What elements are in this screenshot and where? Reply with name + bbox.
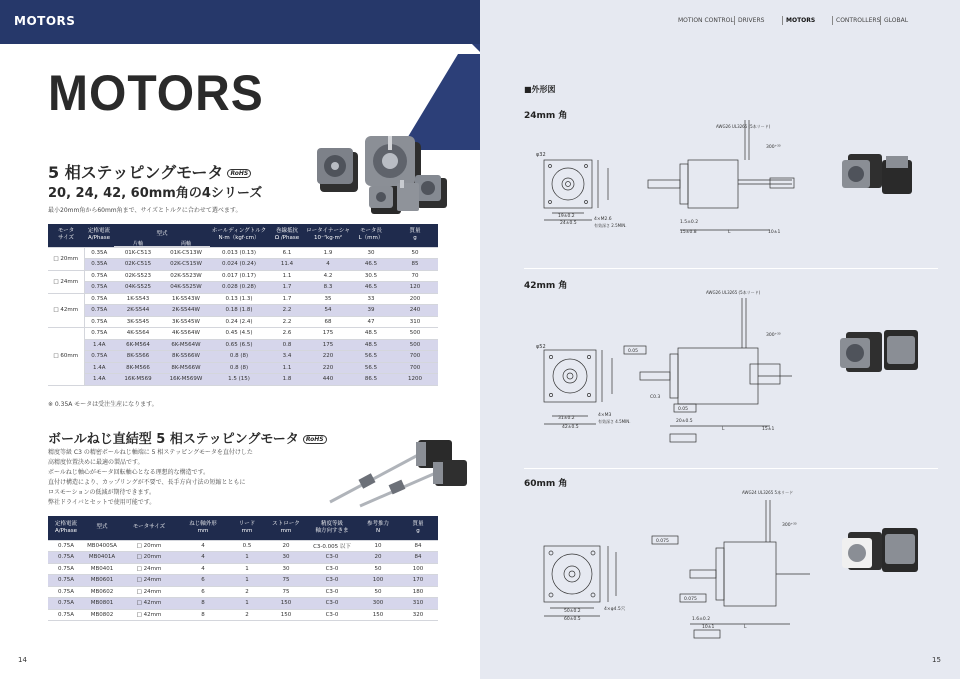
section-header <box>0 0 480 44</box>
dim-15-42: 15±1 <box>762 427 775 432</box>
dim-tol60b: 0.075 <box>684 597 697 602</box>
rohs-badge: RoHS <box>227 169 251 178</box>
table-cell: 1.1 <box>268 270 306 282</box>
col-resistance: 巻線抵抗 Ω /Phase <box>268 224 306 247</box>
table-cell: 440 <box>306 374 350 386</box>
table-cell: C3-0 <box>306 563 358 575</box>
cell-size: □ 42mm <box>48 293 84 328</box>
table-cell: 30 <box>266 552 306 564</box>
table-cell: 2 <box>228 586 266 598</box>
ball-screw-col-header: 質量 g <box>398 516 438 540</box>
description-line: ロスモーションの低減が期待できます。 <box>48 489 156 496</box>
table-cell: 10 <box>358 540 398 552</box>
nav-separator <box>782 16 783 25</box>
description-line: 弊社ドライバとセットで使用可能です。 <box>48 499 156 506</box>
nav-separator <box>734 16 735 25</box>
table-cell: MB0802 <box>84 609 120 621</box>
table-cell: 35 <box>306 293 350 305</box>
table-cell: C3-0 <box>306 598 358 610</box>
divider <box>524 468 938 469</box>
table-cell: □ 24mm <box>120 575 178 587</box>
dim-20-42: 20±0.5 <box>676 419 693 424</box>
table-cell: 310 <box>398 598 438 610</box>
table-cell: 1.4A <box>84 339 114 351</box>
table-row <box>48 270 438 282</box>
table-cell: 100 <box>398 563 438 575</box>
table-cell: 1.9 <box>306 247 350 259</box>
table-cell: 3K-S545 <box>114 316 162 328</box>
section-header-title: MOTORS <box>14 14 76 28</box>
table-cell: MB0602 <box>84 586 120 598</box>
table-cell: 6.1 <box>268 247 306 259</box>
table-cell: 04K-S525 <box>114 282 162 294</box>
wire-spec-60: AWG24 UL3265 5本リード <box>742 490 794 495</box>
drawing-42mm <box>530 288 950 448</box>
table-cell: 84 <box>398 540 438 552</box>
table-cell: 0.75A <box>84 270 114 282</box>
dim-dia24: φ32 <box>536 152 546 158</box>
table-cell: 84 <box>398 552 438 564</box>
table-cell: 0.13 (1.3) <box>210 293 268 305</box>
table-cell: 1.4A <box>84 362 114 374</box>
table-cell: MB0601 <box>84 575 120 587</box>
table-cell: 1.7 <box>268 282 306 294</box>
page-title: MOTORS <box>48 65 264 122</box>
table-cell: C3-0 <box>306 586 358 598</box>
table-cell: 56.5 <box>350 362 392 374</box>
section2-title-text: ボールねじ直結型 5 相ステッピングモータ <box>48 432 299 447</box>
dim-w31: 31±0.2 <box>558 416 575 421</box>
table-cell: 50 <box>358 563 398 575</box>
table-cell: 1.1 <box>268 362 306 374</box>
dim-depth42: 有効深さ 4.5MIN. <box>598 419 631 424</box>
table-cell: 0.75A <box>84 293 114 305</box>
dim-L-60: L <box>744 625 747 630</box>
table-cell: 0.8 (8) <box>210 362 268 374</box>
table-row <box>48 598 438 610</box>
ball-screw-col-header: ストローク mm <box>266 516 306 540</box>
table-cell: 46.5 <box>350 282 392 294</box>
table-cell: 0.75A <box>48 540 84 552</box>
table-row <box>48 586 438 598</box>
table-cell: 0.75A <box>48 552 84 564</box>
table-cell: 500 <box>392 328 438 340</box>
table-row <box>48 305 438 317</box>
table-cell: 700 <box>392 351 438 363</box>
table-cell: 0.5 <box>228 540 266 552</box>
table-cell: 48.5 <box>350 328 392 340</box>
table-cell: 0.35A <box>84 259 114 271</box>
wire-spec-24: AWG26 UL3265 (5本リード) <box>716 124 771 129</box>
description-line: 高精度位置決めに最適の製品です。 <box>48 459 144 466</box>
col-torque: ホールディングトルク N·m（kgf·cm） <box>210 224 268 247</box>
col-mass: 質量 g <box>392 224 438 247</box>
table-cell: 20 <box>358 552 398 564</box>
dim-flat42: 0.05 <box>628 349 639 354</box>
dim-l15b-24: 15±0.8 <box>680 230 697 235</box>
dim-w42: 42±0.5 <box>562 425 579 430</box>
ball-screw-spec-table <box>48 516 438 621</box>
dim-l16-60: 1.6±0.2 <box>692 617 711 622</box>
ball-screw-col-header: モータサイズ <box>120 516 178 540</box>
table-row <box>48 609 438 621</box>
table-cell: 1.5 (15) <box>210 374 268 386</box>
table-cell: 39 <box>350 305 392 317</box>
table-cell: 56.5 <box>350 351 392 363</box>
table-cell: 86.5 <box>350 374 392 386</box>
ball-screw-col-header: 定格電流 A/Phase <box>48 516 84 540</box>
table-cell: 46.5 <box>350 259 392 271</box>
table-row <box>48 563 438 575</box>
table-cell: □ 42mm <box>120 598 178 610</box>
table-row <box>48 282 438 294</box>
table-cell: 0.75A <box>84 328 114 340</box>
table-cell: 8.3 <box>306 282 350 294</box>
table-cell: 2.2 <box>268 316 306 328</box>
table-cell: 02K-C515W <box>162 259 210 271</box>
table-cell: 6K-M564 <box>114 339 162 351</box>
dim-holes42: 4×M3 <box>598 413 612 418</box>
table-cell: 8K-S566 <box>114 351 162 363</box>
table-cell: 68 <box>306 316 350 328</box>
table-cell: 01K-C513W <box>162 247 210 259</box>
table-cell: □ 24mm <box>120 563 178 575</box>
table-cell: MB0401 <box>84 563 120 575</box>
table-cell: 50 <box>392 247 438 259</box>
table-cell: 30 <box>350 247 392 259</box>
table-cell: C3-0.005 以下 <box>306 540 358 552</box>
table-cell: 4 <box>306 259 350 271</box>
table-cell: 3K-S545W <box>162 316 210 328</box>
table-cell: MB0401A <box>84 552 120 564</box>
table-cell: 1K-S543 <box>114 293 162 305</box>
table-cell: 4 <box>178 540 228 552</box>
table-cell: 48.5 <box>350 339 392 351</box>
table-cell: 0.75A <box>84 351 114 363</box>
ball-screw-col-header: ねじ軸外形 mm <box>178 516 228 540</box>
table-cell: 75 <box>266 586 306 598</box>
table-cell: 150 <box>266 609 306 621</box>
table-cell: 47 <box>350 316 392 328</box>
dim-w24: 24±0.5 <box>560 221 577 226</box>
table-cell: C3-0 <box>306 609 358 621</box>
table-cell: 100 <box>358 575 398 587</box>
spec-note: ※ 0.35A モータは受注生産になります。 <box>48 401 158 408</box>
section-24mm-label: 24mm 角 <box>524 111 568 121</box>
page-number-left: 14 <box>18 656 27 664</box>
dim-L-24: L <box>728 230 731 235</box>
table-cell: 4.2 <box>306 270 350 282</box>
table-cell: MB0400SA <box>84 540 120 552</box>
table-cell: 0.75A <box>84 305 114 317</box>
nav-controllers[interactable]: CONTROLLERS <box>836 17 881 24</box>
nav-global[interactable]: GLOBAL <box>884 17 909 24</box>
table-cell: 150 <box>266 598 306 610</box>
table-cell: 310 <box>392 316 438 328</box>
table-cell: 0.75A <box>48 575 84 587</box>
table-cell: 16K-M569W <box>162 374 210 386</box>
table-cell: 0.18 (1.8) <box>210 305 268 317</box>
table-cell: 4K-S564W <box>162 328 210 340</box>
table-cell: 8K-M566 <box>114 362 162 374</box>
table-cell: C3-0 <box>306 575 358 587</box>
table-row <box>48 552 438 564</box>
table-cell: 70 <box>392 270 438 282</box>
table-cell: 1K-S543W <box>162 293 210 305</box>
table-row <box>48 575 438 587</box>
table-cell: 02K-S523 <box>114 270 162 282</box>
table-cell: 300 <box>358 598 398 610</box>
table-cell: 175 <box>306 328 350 340</box>
table-cell: 0.017 (0.17) <box>210 270 268 282</box>
table-cell: 20 <box>266 540 306 552</box>
dim-tol60: 0.075 <box>656 539 669 544</box>
nav-motion-control[interactable]: MOTION CONTROL <box>678 17 734 24</box>
table-cell: 0.8 <box>268 339 306 351</box>
table-row <box>48 316 438 328</box>
table-cell: 30.5 <box>350 270 392 282</box>
dim-dia42: φ52 <box>536 344 546 350</box>
table-cell: 1.4A <box>84 374 114 386</box>
table-cell: 1200 <box>392 374 438 386</box>
dim-tol42: 0.05 <box>678 407 689 412</box>
table-cell: 200 <box>392 293 438 305</box>
dim-L-42: L <box>722 427 725 432</box>
ball-screw-col-header: 精度等級 軸方向すきま <box>306 516 358 540</box>
table-cell: □ 42mm <box>120 609 178 621</box>
ball-screw-col-header: 参考推力 N <box>358 516 398 540</box>
table-cell: 04K-S525W <box>162 282 210 294</box>
nav-drivers[interactable]: DRIVERS <box>738 17 765 24</box>
description-line: 直付け構造により、カップリングが不要で、長手方向寸法の短縮とともに <box>48 479 246 486</box>
table-row <box>48 339 438 351</box>
table-cell: 0.75A <box>84 282 114 294</box>
table-cell: 0.75A <box>48 598 84 610</box>
section1-subtitle: 20, 24, 42, 60mm角の4シリーズ <box>48 186 263 201</box>
dim-holes60: 4×φ4.5穴 <box>604 607 626 612</box>
table-cell: 0.75A <box>48 586 84 598</box>
table-cell: 4 <box>178 563 228 575</box>
table-cell: 2.2 <box>268 305 306 317</box>
table-cell: 0.8 (8) <box>210 351 268 363</box>
description-line: 精度等級 C3 の精密ボールねじ軸端に 5 相ステッピングモータを直付けした <box>48 449 253 456</box>
table-cell: 2K-S544 <box>114 305 162 317</box>
table-cell: 2 <box>228 609 266 621</box>
table-cell: 33 <box>350 293 392 305</box>
dim-w50: 50±0.2 <box>564 609 581 614</box>
table-cell: 3.4 <box>268 351 306 363</box>
table-row <box>48 293 438 305</box>
table-cell: 0.75A <box>84 316 114 328</box>
table-cell: 0.45 (4.5) <box>210 328 268 340</box>
section1-title <box>48 160 251 183</box>
col-length: モータ長 L（mm） <box>350 224 392 247</box>
dim-depth24: 有効深さ 2.5MIN. <box>594 223 627 228</box>
table-cell: 170 <box>398 575 438 587</box>
description-line: ボールねじ軸心がモータ回転軸心となる理想的な構造です。 <box>48 469 210 476</box>
table-cell: 220 <box>306 351 350 363</box>
drawing-24mm <box>530 120 950 240</box>
table-cell: 180 <box>398 586 438 598</box>
table-cell: 4 <box>178 552 228 564</box>
table-cell: 30 <box>266 563 306 575</box>
col-double-shaft: 両軸 <box>162 243 210 244</box>
table-cell: 75 <box>266 575 306 587</box>
motor-spec-table <box>48 224 438 386</box>
table-cell: MB0801 <box>84 598 120 610</box>
table-cell: 02K-C515 <box>114 259 162 271</box>
table-cell: 1 <box>228 598 266 610</box>
table-cell: 6 <box>178 575 228 587</box>
table-cell: 6K-M564W <box>162 339 210 351</box>
table-cell: □ 20mm <box>120 540 178 552</box>
cell-size: □ 60mm <box>48 328 84 386</box>
table-cell: 240 <box>392 305 438 317</box>
col-size: モータ サイズ <box>48 224 84 247</box>
dim-300-60: 300⁺³⁰ <box>782 523 797 528</box>
dim-holes24: 4×M2.6 <box>594 217 612 222</box>
table-cell: 700 <box>392 362 438 374</box>
table-cell: 8 <box>178 609 228 621</box>
section2-title <box>48 428 327 447</box>
table-cell: □ 24mm <box>120 586 178 598</box>
table-cell: 85 <box>392 259 438 271</box>
divider <box>524 268 938 269</box>
table-cell: 1.7 <box>268 293 306 305</box>
stepping-motor-photo <box>305 128 455 218</box>
section-42mm-label: 42mm 角 <box>524 281 568 291</box>
table-cell: 01K-C513 <box>114 247 162 259</box>
table-cell: 8 <box>178 598 228 610</box>
table-row <box>48 247 438 259</box>
table-cell: 0.75A <box>48 563 84 575</box>
section2-description <box>48 448 288 508</box>
drawing-60mm <box>530 486 950 656</box>
dim-w19: 19±0.2 <box>558 214 575 219</box>
table-cell: 8K-M566W <box>162 362 210 374</box>
table-cell: □ 20mm <box>120 552 178 564</box>
dim-ten-60: 10±1 <box>702 625 715 630</box>
section1-title-text: 5 相ステッピングモータ <box>48 163 224 182</box>
dim-300-42: 300⁺³⁰ <box>766 333 781 338</box>
table-cell: 0.024 (0.24) <box>210 259 268 271</box>
table-cell: 2.6 <box>268 328 306 340</box>
table-cell: 0.013 (0.13) <box>210 247 268 259</box>
col-single-shaft: 片軸 <box>114 243 162 244</box>
table-cell: 1 <box>228 575 266 587</box>
table-cell: 150 <box>358 609 398 621</box>
table-cell: 120 <box>392 282 438 294</box>
table-cell: 220 <box>306 362 350 374</box>
dim-l15-24: 1.5±0.2 <box>680 220 699 225</box>
table-cell: 2K-S544W <box>162 305 210 317</box>
cell-size: □ 20mm <box>48 247 84 270</box>
nav-motors[interactable]: MOTORS <box>786 17 816 24</box>
table-row <box>48 374 438 386</box>
dim-ten-24: 10±1 <box>768 230 781 235</box>
dim-w60: 60±0.5 <box>564 617 581 622</box>
table-cell: 50 <box>358 586 398 598</box>
table-row <box>48 259 438 271</box>
ball-screw-col-header: リード mm <box>228 516 266 540</box>
table-row <box>48 362 438 374</box>
table-cell: 1 <box>228 563 266 575</box>
dim-c03: C0.3 <box>650 395 661 400</box>
table-cell: 0.75A <box>48 609 84 621</box>
col-model: 型式 <box>114 224 210 246</box>
table-cell: 0.65 (6.5) <box>210 339 268 351</box>
table-row <box>48 351 438 363</box>
page-number-right: 15 <box>932 656 941 664</box>
ball-screw-col-header: 型式 <box>84 516 120 540</box>
nav-separator <box>880 16 881 25</box>
nav-separator <box>832 16 833 25</box>
table-cell: 6 <box>178 586 228 598</box>
table-cell: 0.35A <box>84 247 114 259</box>
table-cell: 1 <box>228 552 266 564</box>
table-cell: 54 <box>306 305 350 317</box>
table-cell: 11.4 <box>268 259 306 271</box>
col-inertia: ロータイナーシャ 10⁻⁷kg·m² <box>306 224 350 247</box>
dim-300-24: 300⁺³⁰ <box>766 145 781 150</box>
section-60mm-label: 60mm 角 <box>524 479 568 489</box>
outline-drawing-label: ■外形図 <box>524 85 556 94</box>
table-cell: 320 <box>398 609 438 621</box>
table-cell: 500 <box>392 339 438 351</box>
ball-screw-motor-photo <box>320 432 470 512</box>
rohs-badge-2: RoHS <box>303 435 327 444</box>
table-row <box>48 540 438 552</box>
section1-description: 最小20mm角から60mm角まで、サイズとトルクに合わせて選べます。 <box>48 207 242 214</box>
table-row <box>48 328 438 340</box>
table-cell: 4K-S564 <box>114 328 162 340</box>
table-cell: 02K-S523W <box>162 270 210 282</box>
wire-spec-42: AWG26 UL3265 (5本リード) <box>706 290 761 295</box>
table-cell: 16K-M569 <box>114 374 162 386</box>
table-cell: 8K-S566W <box>162 351 210 363</box>
table-cell: 0.028 (0.28) <box>210 282 268 294</box>
table-cell: 0.24 (2.4) <box>210 316 268 328</box>
col-current: 定格電流 A/Phase <box>84 224 114 247</box>
table-cell: 175 <box>306 339 350 351</box>
cell-size: □ 24mm <box>48 270 84 293</box>
table-cell: 1.8 <box>268 374 306 386</box>
table-cell: C3-0 <box>306 552 358 564</box>
